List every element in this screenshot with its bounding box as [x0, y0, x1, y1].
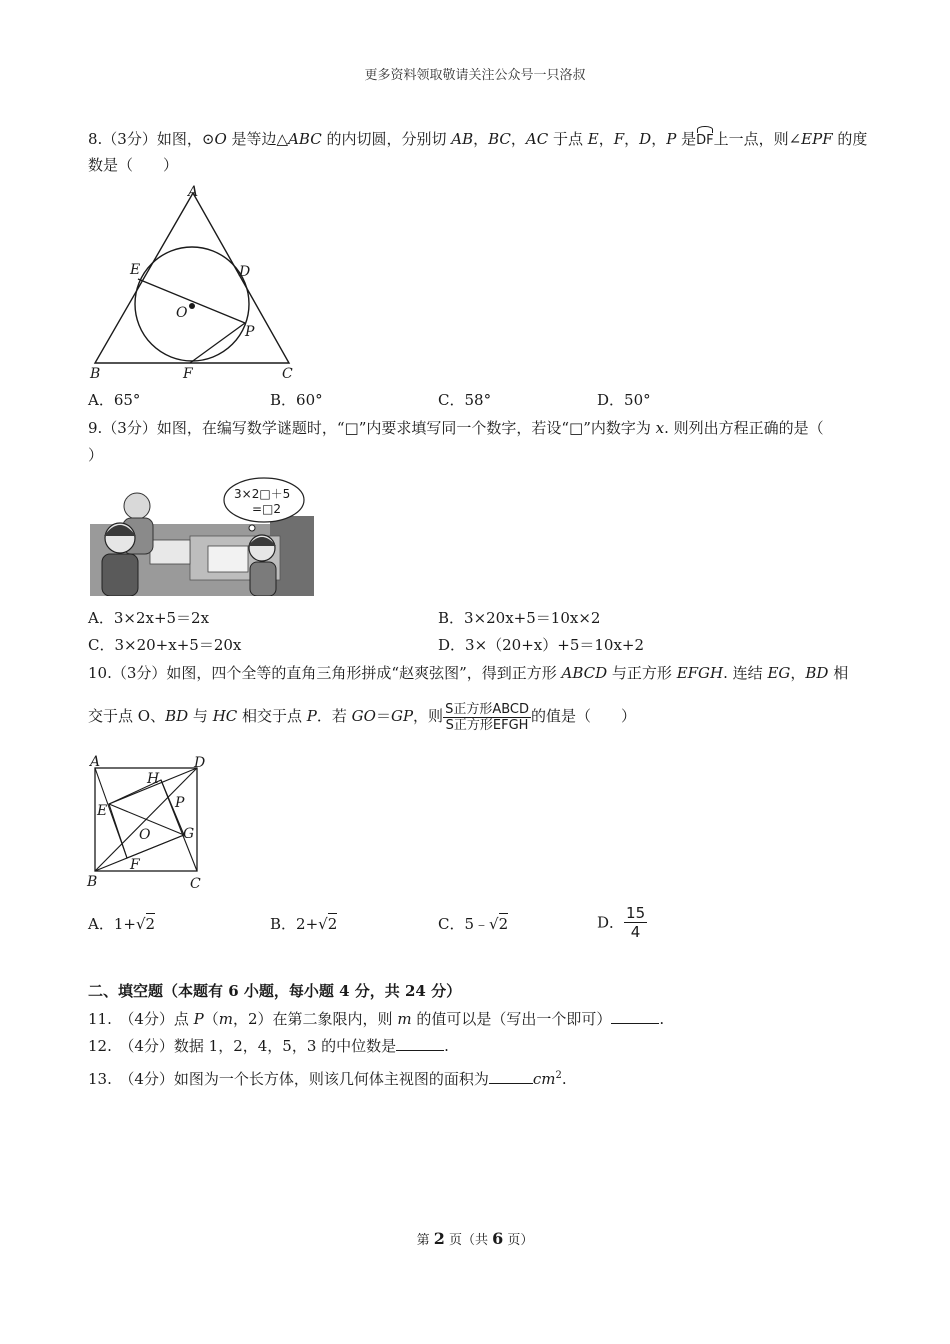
page-footer	[0, 1229, 950, 1251]
triangle-ABC	[95, 193, 289, 363]
q12	[88, 1036, 449, 1056]
q8-line1	[88, 127, 867, 151]
q10-comma: ，	[790, 664, 806, 682]
q8-var-AB: AB	[451, 130, 474, 148]
q9-var-x: x	[655, 419, 665, 437]
segment-EP	[138, 279, 245, 323]
q8-var-D: D	[639, 130, 652, 148]
q13-period: .	[561, 1070, 567, 1088]
label-O: O	[176, 305, 188, 321]
student-body-front	[102, 554, 138, 596]
q11-answer-blank[interactable]	[611, 1009, 659, 1024]
radicand: 2	[498, 915, 509, 933]
q10-option-c[interactable]	[438, 913, 508, 934]
q8-var-BC: BC	[488, 130, 511, 148]
q10-text: 10.（3分）如图，四个全等的直角三角形拼成“赵爽弦图”，得到正方形	[88, 664, 562, 682]
q8-var-P: P	[666, 130, 677, 148]
q12-period: .	[444, 1037, 449, 1055]
label-E: E	[97, 803, 108, 819]
page-header: 更多资料领取敬请关注公众号一只洛叔	[364, 68, 586, 83]
q10-var-GO: GO	[351, 707, 376, 725]
sqrt-symbol: √	[135, 915, 146, 933]
label-B: B	[90, 366, 101, 382]
q9-option-a[interactable]: A．3×2x+5＝2x	[88, 609, 210, 627]
q8-var-AC: AC	[525, 130, 549, 148]
label-G: G	[183, 826, 195, 842]
q11-text: 的值可以是（写出一个即可）	[411, 1010, 612, 1028]
q11-text: （	[203, 1010, 219, 1028]
q10-text: 相	[828, 664, 849, 682]
label-P: P	[175, 795, 185, 811]
label-E: E	[130, 262, 141, 278]
label-P: P	[245, 324, 255, 340]
q10-text: . 连结	[723, 664, 768, 682]
frac-denominator: 4	[630, 923, 641, 941]
q13-unit-exponent: 2	[555, 1070, 562, 1081]
q8-option-d[interactable]: D．50°	[597, 391, 651, 409]
option-text: A．1+	[88, 915, 136, 933]
q11-var-m: m	[218, 1010, 234, 1028]
q8-comma: ，	[510, 130, 526, 148]
label-F: F	[130, 857, 140, 873]
label-B: B	[87, 874, 98, 890]
q8-text: 8.（3分）如图，⊙	[88, 130, 215, 148]
center-point	[189, 303, 195, 309]
q13-text: 13. （4分）如图为一个长方体，则该几何体主视图的面积为	[88, 1070, 489, 1088]
section-title: 二、填空题（本题有 6 小题，每小题 4 分，共 24 分）	[88, 982, 462, 1000]
q11-var-m: m	[397, 1010, 412, 1028]
q8-comma: ，	[651, 130, 667, 148]
sqrt-symbol: √	[318, 915, 328, 933]
total-pages: 6	[492, 1229, 504, 1248]
q10-text: 的值是（ ）	[531, 707, 637, 725]
label-C: C	[282, 366, 293, 382]
q10-var-BD: BD	[165, 707, 189, 725]
q11-text: 11. （4分）点	[88, 1010, 194, 1028]
q8-text: 上一点，则∠	[713, 130, 802, 148]
option-text: D．	[597, 913, 625, 932]
option-text: B．2+	[270, 915, 319, 933]
q10-var-EFGH: EFGH	[676, 664, 724, 682]
q8-comma: ，	[598, 130, 614, 148]
label-F: F	[183, 366, 193, 382]
label-C: C	[190, 876, 201, 892]
q9-text: . 则列出方程正确的是（	[664, 419, 824, 437]
q8-option-c[interactable]: C．58°	[438, 391, 492, 409]
q10-area-ratio	[443, 702, 531, 733]
q10-line2	[88, 696, 636, 736]
q8-text: 是	[676, 130, 697, 148]
q8-comma: ，	[624, 130, 640, 148]
q12-text: 12. （4分）数据 1，2，4，5，3 的中位数是	[88, 1037, 397, 1055]
q8-var-F: F	[613, 130, 625, 148]
q8-figure	[86, 182, 306, 382]
paper	[208, 546, 248, 572]
q8-text: 的内切圆，分别切	[321, 130, 452, 148]
q10-var-GP: GP	[390, 707, 414, 725]
q10-eq: ＝	[375, 707, 391, 725]
q9-option-c[interactable]: C．3×20+x+5＝20x	[88, 636, 242, 654]
q13	[88, 1066, 567, 1089]
q10-text: 与正方形	[607, 664, 677, 682]
q10-option-d[interactable]	[597, 904, 647, 941]
q13-unit: cm	[532, 1070, 556, 1088]
frac-denominator: S正方形EFGH	[445, 717, 529, 733]
q8-var-ABC: ABC	[288, 130, 322, 148]
q9-illustration	[90, 476, 316, 596]
option-text: C．5﹣	[438, 915, 490, 933]
q8-text: 的度	[832, 130, 868, 148]
q10-var-EG: EG	[767, 664, 791, 682]
q10-line1	[88, 663, 848, 683]
bubble-text-line2: =□2	[252, 502, 282, 516]
label-D: D	[194, 755, 206, 771]
q12-answer-blank[interactable]	[396, 1036, 444, 1051]
q11-text: ，2）在第二象限内，则	[233, 1010, 398, 1028]
thought-bubble-dot	[249, 525, 255, 531]
q10-text: 与	[188, 707, 213, 725]
label-H: H	[147, 771, 160, 787]
q10-text: ．若	[316, 707, 352, 725]
q8-arc-DF: DF	[696, 127, 714, 151]
label-D: D	[239, 264, 251, 280]
q9-text: 9.（3分）如图，在编写数学谜题时，“□”内要求填写同一个数字，若设“□”内数字为	[88, 419, 656, 437]
radicand: 2	[327, 915, 338, 933]
q10-var-P: P	[306, 707, 317, 725]
footer-text: 页（共	[444, 1233, 493, 1248]
footer-text: 页）	[503, 1233, 534, 1248]
q10-var-HC: HC	[212, 707, 238, 725]
q8-text: 于点	[548, 130, 588, 148]
q13-answer-blank[interactable]	[489, 1069, 533, 1084]
q8-text: 是等边△	[226, 130, 289, 148]
q8-option-b[interactable]: B．60°	[270, 391, 323, 409]
footer-text: 第	[416, 1233, 434, 1248]
girl-body	[250, 562, 276, 596]
q10-var-BD: BD	[805, 664, 829, 682]
option-d-fraction	[624, 904, 647, 941]
paper-left	[150, 540, 190, 564]
q11-var-P: P	[193, 1010, 204, 1028]
q8-var-EPF: EPF	[801, 130, 833, 148]
q10-option-b[interactable]	[270, 913, 337, 934]
q8-option-a[interactable]: A．65°	[88, 391, 141, 409]
label-A: A	[188, 184, 199, 200]
q8-line2: 数是（ ）	[88, 156, 179, 174]
frac-numerator: S正方形ABCD	[445, 701, 529, 717]
q11-period: .	[659, 1010, 665, 1028]
sqrt-symbol: √	[489, 915, 499, 933]
q8-var-O: O	[214, 130, 227, 148]
q10-text: 相交于点	[237, 707, 307, 725]
q8-var-E: E	[587, 130, 599, 148]
bubble-text-line1: 3×2□＋5	[234, 487, 291, 501]
q8-comma: ，	[473, 130, 489, 148]
q10-text: 交于点 O、	[88, 707, 166, 725]
student-head-back	[124, 493, 150, 519]
q10-figure	[84, 752, 214, 894]
q9-line2: ）	[88, 446, 104, 464]
segment-FP	[190, 323, 245, 363]
q9-option-d[interactable]: D．3×（20+x）+5＝10x+2	[438, 636, 645, 654]
label-A: A	[90, 754, 101, 770]
label-O: O	[139, 827, 151, 843]
q10-text: ，则	[413, 707, 444, 725]
q9-option-b[interactable]: B．3×20x+5＝10x×2	[438, 609, 601, 627]
q10-option-a[interactable]	[88, 913, 155, 934]
q10-var-ABCD: ABCD	[561, 664, 608, 682]
q9-line1	[88, 418, 824, 438]
page-number: 2	[433, 1229, 445, 1248]
q11	[88, 1009, 664, 1029]
frac-numerator: 15	[626, 904, 646, 922]
radicand: 2	[145, 915, 156, 933]
